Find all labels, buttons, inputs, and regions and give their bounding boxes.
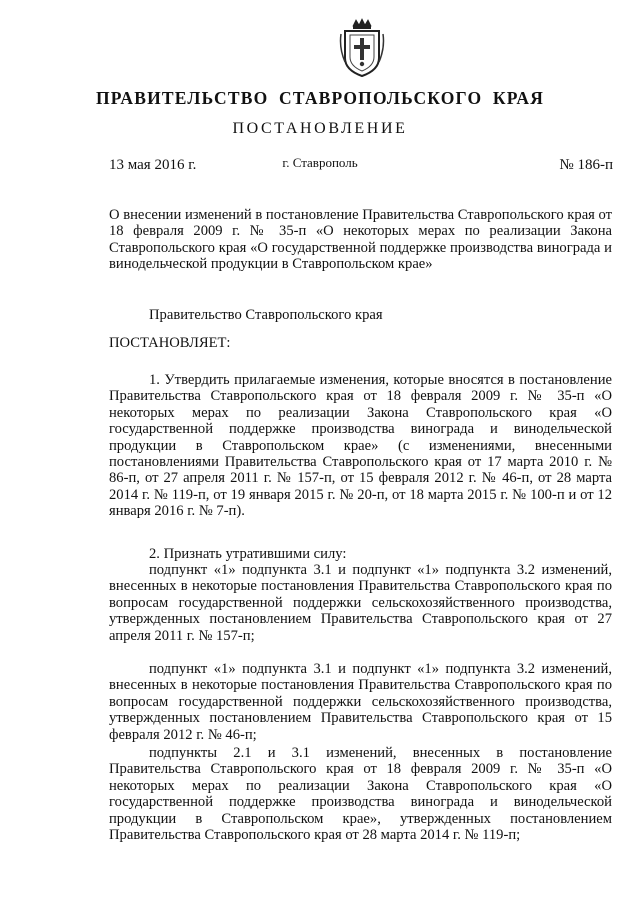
subclause-1: подпункт «1» подпункта 3.1 и подпункт «1» подпункта 3.2 изменений, внесенных в некоторые постановления Правительства Ставропольского края по вопросам государственной поддержки сельскохозяйственного производства, утвержденных постановлением Правительства Ставропольского края от 27 апреля 2011 г. № 157-п; [109,562,612,644]
clause-2: 2. Признать утратившими силу: [149,546,347,562]
government-title: ПРАВИТЕЛЬСТВО СТАВРОПОЛЬСКОГО КРАЯ [95,88,545,108]
document-city: г. Ставрополь [282,155,358,170]
subclause-3: подпункты 2.1 и 3.1 изменений, внесенных в постановление Правительства Ставропольского края от 18 февраля 2009 г. № 35-п «О некоторых мерах по реализации Закона Ставропольского края «О государственной поддержке производства винограда и винодельческой продукции в Ставропольском крае», утвержденных постановлением Правительства Ставропольского края от 28 марта 2014 г. № 119-п; [109,745,612,844]
issuing-authority: Правительство Ставропольского края [149,307,383,323]
document-type: ПОСТАНОВЛЕНИЕ [232,120,408,137]
document-subject: О внесении изменений в постановление Правительства Ставропольского края от 18 февраля 2009 г. № 35-п «О некоторых мерах по реализации Закона Ставропольского края «О государственной поддержке производства винограда и винодельческой продукции в Ставропольском крае» [109,207,613,273]
document-date: 13 мая 2016 г. [109,157,197,173]
coat-of-arms-icon [339,18,385,78]
document-number: № 186-п [559,157,613,173]
subclause-2: подпункт «1» подпункта 3.1 и подпункт «1» подпункта 3.2 изменений, внесенных в некоторые постановления Правительства Ставропольского края по вопросам государственной поддержки сельскохозяйственного производства, утвержденных постановлением Правительства Ставропольского края от 15 февраля 2012 г. № 46-п; [109,661,612,743]
resolves-heading: ПОСТАНОВЛЯЕТ: [109,335,231,351]
clause-1: 1. Утвердить прилагаемые изменения, которые вносятся в постановление Правительства Ставропольского края от 18 февраля 2009 г. № 35-п «О некоторых мерах по реализации Закона Ставропольского края «О государственной поддержке производства винограда и винодельческой продукции в Ставропольском крае» (с изменениями, внесенными постановлениями Правительства Ставропольского края от 17 марта 2010 г. № 86-п, от 27 апреля 2011 г. № 157-п, от 15 февраля 2012 г. № 46-п, от 28 марта 2014 г. № 119-п, от 19 января 2015 г. № 20-п, от 18 марта 2015 г. № 100-п и от 12 января 2016 г. № 7-п). [109,372,612,520]
